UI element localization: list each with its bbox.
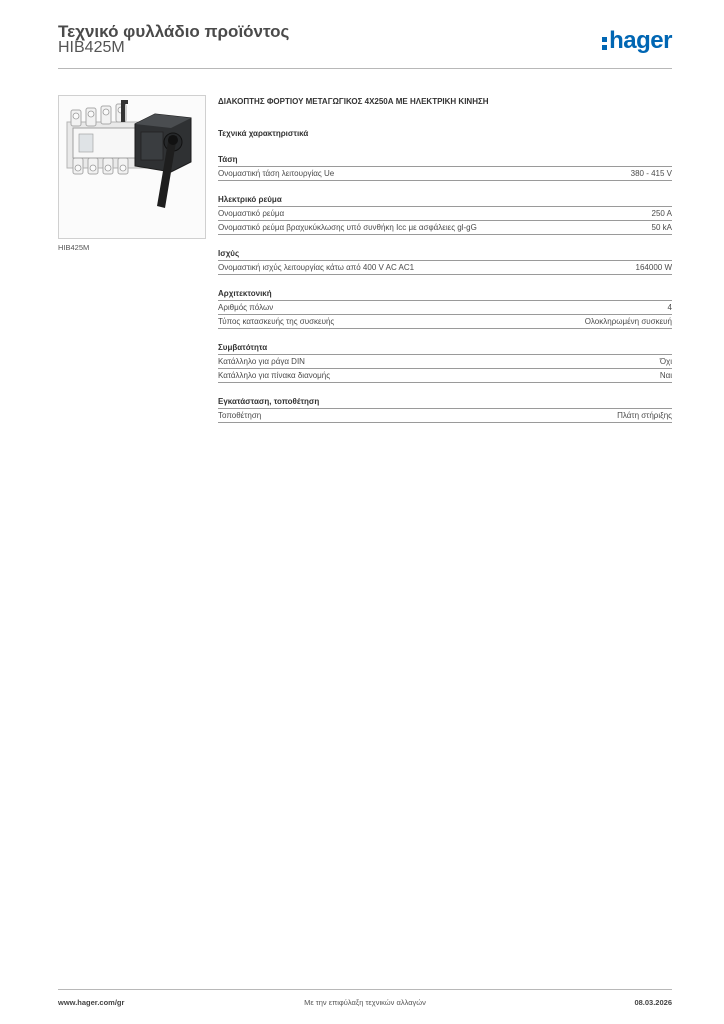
spec-row [218, 261, 672, 275]
spec-group [218, 248, 672, 275]
spec-label: Κατάλληλο για ράγα DIN [218, 357, 305, 366]
header-divider [58, 68, 672, 69]
logo-wordmark: hager [609, 27, 672, 54]
specifications-heading: Τεχνικά χαρακτηριστικά [218, 129, 309, 138]
spec-label: Ονομαστική τάση λειτουργίας Ue [218, 169, 335, 178]
page-header [58, 20, 672, 68]
spec-value: Ολοκληρωμένη συσκευή [584, 317, 672, 326]
spec-group [218, 194, 672, 235]
spec-value: 4 [667, 303, 672, 312]
page-footer [58, 998, 672, 1010]
spec-value: 380 - 415 V [630, 169, 672, 178]
product-image [58, 95, 206, 239]
spec-label: Τύπος κατασκευής της συσκευής [218, 317, 335, 326]
spec-group-title: Ισχύς [218, 248, 672, 261]
spec-row [218, 315, 672, 329]
spec-row [218, 167, 672, 181]
spec-value: 250 A [651, 209, 672, 218]
spec-row [218, 369, 672, 383]
spec-label: Ονομαστικό ρεύμα [218, 209, 285, 218]
spec-group-title: Αρχιτεκτονική [218, 288, 672, 301]
spec-value: Ναι [659, 371, 672, 380]
spec-value: Πλάτη στήριξης [617, 411, 672, 420]
spec-value: Όχι [659, 357, 672, 366]
product-specifications [218, 96, 672, 423]
spec-group [218, 154, 672, 181]
spec-group-title: Τάση [218, 154, 672, 167]
hager-logo [602, 28, 672, 54]
spec-group [218, 396, 672, 423]
spec-label: Ονομαστικό ρεύμα βραχυκύκλωσης υπό συνθήκη Icc με ασφάλειες gl-gG [218, 223, 477, 232]
spec-group [218, 288, 672, 329]
document-date: 08.03.2026 [634, 998, 672, 1007]
spec-group [218, 342, 672, 383]
spec-row [218, 207, 672, 221]
spec-row [218, 301, 672, 315]
spec-row [218, 409, 672, 423]
spec-row [218, 355, 672, 369]
spec-label: Κατάλληλο για πίνακα διανομής [218, 371, 331, 380]
spec-group-title: Συμβατότητα [218, 342, 672, 355]
spec-value: 164000 W [635, 263, 672, 272]
spec-label: Αριθμός πόλων [218, 303, 274, 312]
spec-value: 50 kA [651, 223, 672, 232]
spec-group-title: Ηλεκτρικό ρεύμα [218, 194, 672, 207]
product-description: ΔΙΑΚΟΠΤΗΣ ΦΟΡΤΙΟΥ ΜΕΤΑΓΩΓΙΚΟΣ 4Χ250Α ΜΕ ΗΛΕΚΤΡΙΚΗ ΚΙΝΗΣΗ [218, 97, 489, 106]
spec-groups [218, 154, 672, 423]
website-url[interactable]: www.hager.com/gr [58, 998, 125, 1007]
logo-colon-mark [602, 31, 608, 51]
disclaimer-note: Με την επιφύλαξη τεχνικών αλλαγών [304, 998, 426, 1007]
spec-group-title: Εγκατάσταση, τοποθέτηση [218, 396, 672, 409]
document-title: Τεχνικό φυλλάδιο προϊόντος [58, 22, 290, 41]
product-code: HIB425M [58, 39, 125, 56]
footer-divider [58, 989, 672, 990]
spec-row [218, 221, 672, 235]
image-caption: HIB425M [58, 243, 90, 252]
spec-label: Ονομαστική ισχύς λειτουργίας κάτω από 400 V AC AC1 [218, 263, 415, 272]
spec-label: Τοποθέτηση [218, 411, 262, 420]
